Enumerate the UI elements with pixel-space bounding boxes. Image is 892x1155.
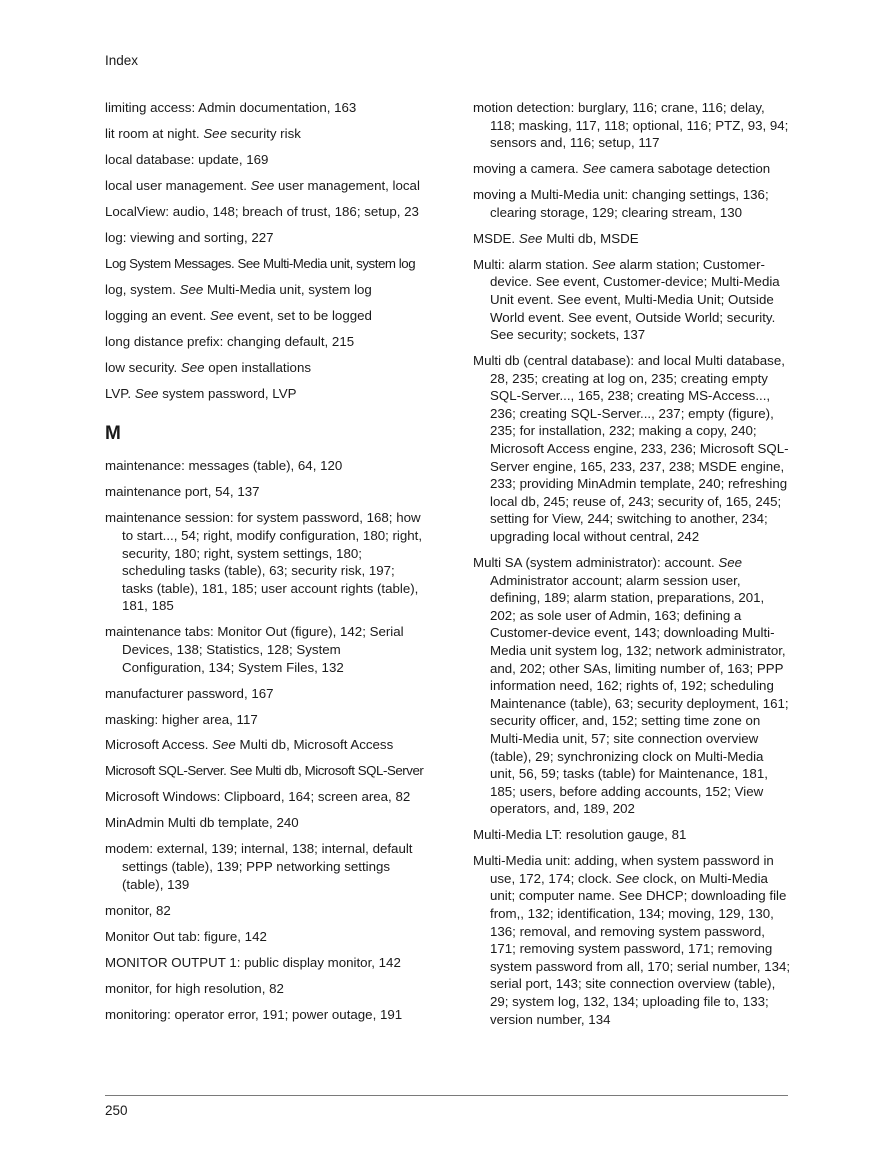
entry-locators: Administrator account; alarm session user, defining, 189; alarm station, preparations, 201, 202; as sole user of Admin, 163; defining a Customer-device event, 143; downloading Multi-Media unit system log, 132; network administrator, and, 202; other SAs, limiting number of, 163; PPP information need, 162; rights of, 192; scheduling Maintenance (table), 63; security deployment, 161; security officer, and, 152; setting time zone on Multi-Media unit, 57; site connection overview (table), 29; synchronizing clock on Multi-Media unit, 56, 59; tasks (table) for Maintenance, 181, 185; users, before adding accounts, 152; View operators, and, 189, 202 [490, 572, 789, 817]
entry-heading: Multi: alarm station. [473, 256, 589, 272]
entry-heading: monitor, for high resolution, 82 [105, 980, 284, 996]
index-entry [105, 99, 427, 117]
index-entry [105, 954, 427, 972]
index-entry [105, 902, 427, 920]
index-entry [105, 711, 427, 729]
index-entry [105, 457, 427, 475]
entry-heading: Multi db (central database): and local Multi database, 28, 235; creating at log on, 235; creating empty SQL-Server..., 165, 238; creating MS-Access..., 236; creating SQL-Server..., 237; empty (figure), 235; for installation, 232; making a copy, 240; Microsoft Access engine, 233, 236; Microsoft SQL-Server engine, 165, 233, 237, 238; MSDE engine, 233; providing MinAdmin template, 240; refreshing local db, 245; reuse of, 243; security of, 165, 245; setting for View, 244; switching to another, 234; upgrading local without central, 242 [473, 353, 789, 545]
index-entry [105, 255, 427, 273]
index-entry [105, 125, 427, 143]
entry-heading: Multi SA (system administrator): account. [473, 555, 715, 570]
index-entry [473, 826, 791, 844]
index-entry [473, 230, 791, 248]
index-entry [105, 281, 427, 299]
index-entry [105, 814, 427, 832]
entry-heading: Multi-Media LT: resolution gauge, 81 [473, 827, 687, 843]
entry-heading: maintenance port, 54, 137 [105, 484, 260, 500]
entry-locators: Multi db, Microsoft Access [235, 737, 394, 753]
entry-heading: manufacturer password, 167 [105, 685, 274, 701]
entry-heading: MONITOR OUTPUT 1: public display monitor, 142 [105, 954, 401, 970]
index-entry [105, 151, 427, 169]
entry-heading: LocalView: audio, 148; breach of trust, 186; setup, 23 [105, 203, 419, 219]
entry-heading: maintenance: messages (table), 64, 120 [105, 458, 343, 474]
entry-locators: open installations [204, 359, 311, 375]
index-entry [105, 385, 427, 403]
running-header: Index [105, 53, 139, 68]
index-entry [105, 623, 427, 676]
index-entry [105, 685, 427, 703]
index-entry [105, 483, 427, 501]
entry-heading: logging an event. [105, 307, 207, 323]
section-letter-m: M [105, 423, 122, 445]
index-entry [105, 840, 427, 893]
see-reference-label: See [718, 555, 743, 570]
index-entries-l [105, 99, 427, 402]
index-entry [105, 307, 427, 325]
see-reference-label: See [210, 307, 234, 323]
index-entries-m [105, 457, 427, 1023]
index-entry [473, 160, 791, 178]
index-entry [105, 1006, 427, 1024]
see-reference-label: See [203, 125, 227, 141]
entry-heading: maintenance tabs: Monitor Out (figure), 142; Serial Devices, 138; Statistics, 128; System Configuration, 134; System Files, 132 [105, 624, 404, 675]
entry-locators: user management, local [274, 177, 420, 193]
entry-heading: long distance prefix: changing default, 215 [105, 333, 355, 349]
entry-heading: MinAdmin Multi db template, 240 [105, 815, 299, 831]
entry-locators: Multi db, MSDE [542, 230, 639, 246]
entry-locators: clock, on Multi-Media unit; computer name. See DHCP; downloading file from,, 132; identification, 134; moving, 129, 130, 136; removal, and removing system password, 171; removing system password, 171; removing system password from all, 170; serial number, 134; serial port, 143; site connection overview (table), 29; system log, 132, 134; uploading file to, 133; version number, 134 [490, 870, 791, 1027]
entry-heading: Log System Messages. See Multi-Media unit, system log [105, 255, 416, 271]
entry-heading: Microsoft Windows: Clipboard, 164; screen area, 82 [105, 789, 411, 805]
entry-locators: Multi-Media unit, system log [203, 281, 372, 297]
index-entry [105, 177, 427, 195]
see-reference-label: See [250, 177, 275, 193]
index-column-left [105, 99, 427, 1032]
index-entry [473, 256, 791, 344]
index-entry [473, 99, 791, 152]
entry-heading: Multi-Media unit: adding, when system password in use, 172, 174; clock. [473, 853, 774, 886]
index-entry [105, 788, 427, 806]
entry-heading: maintenance session: for system password, 168; how to start..., 54; right, modify configuration, 180; right, security, 180; right, system settings, 180; scheduling tasks (table), 63; security risk, 197; tasks (table), 181, 185; user account rights (table), 181, 185 [105, 510, 423, 614]
index-entry [105, 509, 427, 615]
footer-rule [105, 1095, 788, 1096]
entry-heading: MSDE. [473, 230, 516, 246]
index-column-right [473, 99, 791, 1037]
page-number: 250 [105, 1103, 128, 1118]
entry-heading: motion detection: burglary, 116; crane, 116; delay, 118; masking, 117, 118; optional, 116; PTZ, 93, 94; sensors and, 116; setup, 117 [473, 100, 789, 151]
index-entry [105, 928, 427, 946]
index-entry [105, 762, 427, 780]
entry-locators: security risk [226, 125, 301, 141]
index-entry [105, 229, 427, 247]
see-reference-label: See [582, 161, 607, 177]
index-entry [473, 352, 791, 546]
index-entries-right [473, 99, 791, 1028]
see-reference-label: See [591, 256, 616, 272]
index-entry [473, 186, 791, 221]
entry-heading: log, system. [105, 281, 176, 297]
entry-heading: local user management. [105, 177, 247, 193]
entry-locators: alarm station; Customer-device. See event, Customer-device; Multi-Media Unit event. See event, Multi-Media Unit; Outside World event. See event, Outside World; security. See security; sockets, 137 [490, 256, 780, 343]
entry-heading: lit room at night. [105, 125, 200, 141]
index-entry [105, 980, 427, 998]
see-reference-label: See [134, 385, 159, 401]
entry-heading: modem: external, 139; internal, 138; internal, default settings (table), 139; PPP networking settings (table), 139 [105, 841, 413, 892]
entry-heading: local database: update, 169 [105, 151, 269, 167]
see-reference-label: See [180, 359, 205, 375]
see-reference-label: See [179, 281, 204, 297]
index-entry [105, 333, 427, 351]
entry-heading: monitor, 82 [105, 902, 171, 918]
entry-heading: log: viewing and sorting, 227 [105, 229, 274, 245]
entry-heading: Microsoft Access. [105, 737, 209, 753]
entry-heading: Microsoft SQL-Server. See Multi db, Microsoft SQL-Server [105, 763, 424, 779]
entry-heading: limiting access: Admin documentation, 163 [105, 100, 357, 115]
entry-locators: system password, LVP [158, 385, 297, 401]
entry-heading: masking: higher area, 117 [105, 711, 258, 727]
entry-heading: moving a Multi-Media unit: changing settings, 136; clearing storage, 129; clearing stream, 130 [473, 187, 769, 220]
see-reference-label: See [615, 870, 640, 886]
entry-heading: LVP. [105, 385, 132, 401]
entry-heading: moving a camera. [473, 161, 579, 177]
index-entry [473, 554, 791, 818]
see-reference-label: See [212, 737, 236, 753]
entry-locators: event, set to be logged [233, 307, 372, 323]
index-entry [105, 203, 427, 221]
index-entry [473, 852, 791, 1028]
index-entry [105, 736, 427, 754]
entry-locators: camera sabotage detection [606, 161, 771, 177]
entry-heading: monitoring: operator error, 191; power outage, 191 [105, 1006, 403, 1022]
see-reference-label: See [518, 230, 543, 246]
entry-heading: Monitor Out tab: figure, 142 [105, 928, 267, 944]
index-entry [105, 359, 427, 377]
entry-heading: low security. [105, 359, 178, 375]
